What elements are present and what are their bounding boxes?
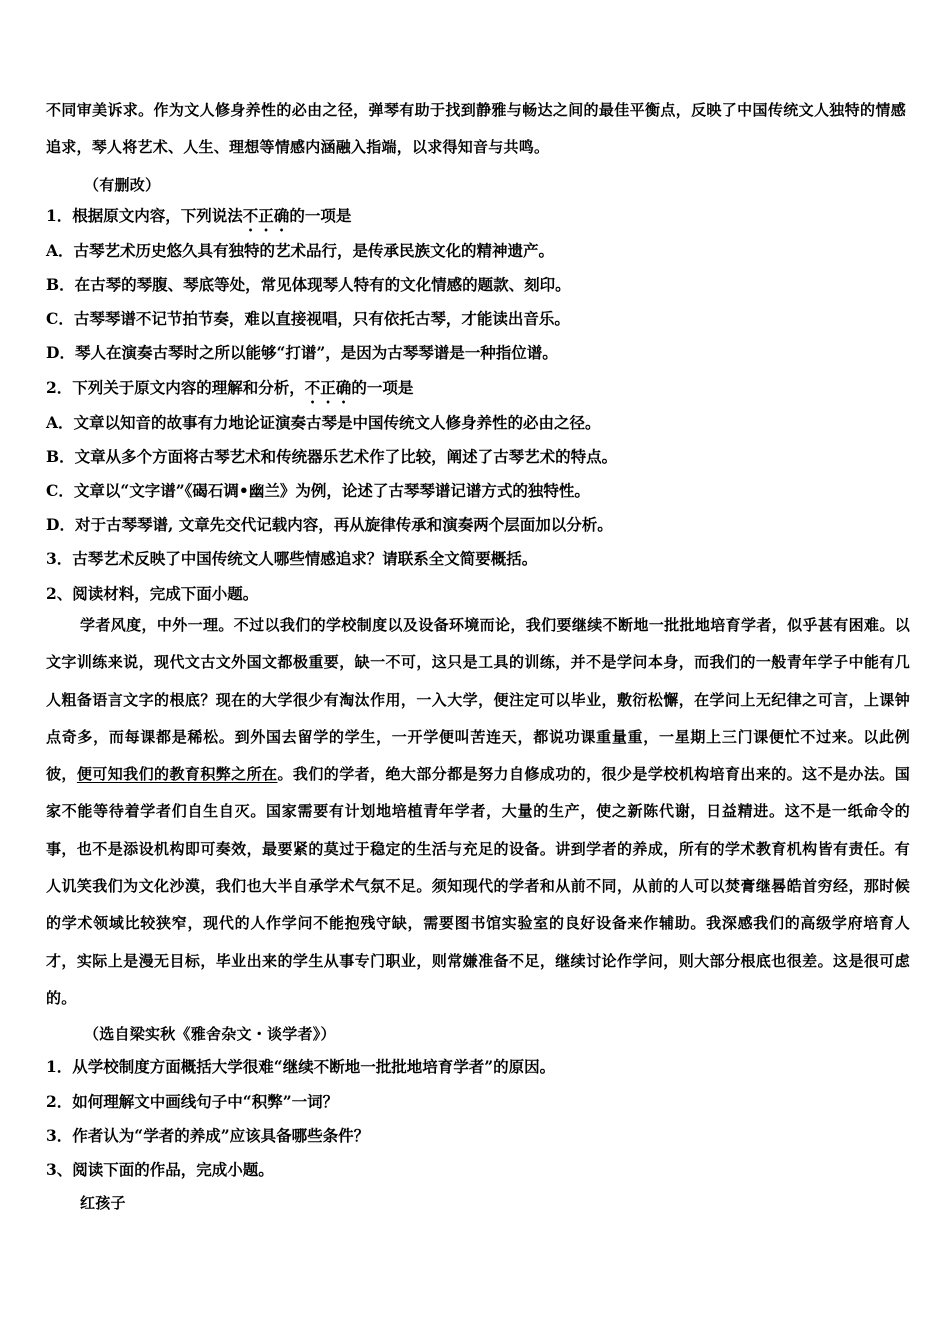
section2-passage [46, 607, 910, 1017]
q2-stem-before: 2．下列关于原文内容的理解和分析， [46, 378, 305, 397]
q1-option-d: D．琴人在演奏古琴时之所以能够“打谱”，是因为古琴琴谱是一种指位谱。 [46, 343, 558, 362]
section2-passage-before: 学者风度，中外一理。不过以我们的学校制度以及设备环境而论，我们要继续不断地一批批地培育学者，似乎甚有困难。以文字训练来说，现代文古文外国文都极重要，缺一不可，这只是工具的训练，并不是学问本身，而我们的一般青年学子中能有几人粗备语言文字的根底？现在的大学很少有淘汰作用，一入大学，便注定可以毕业，敷衍松懈，在学问上无纪律之可言，上课钟点奇多，而每课都是稀松。到外国去留学的学生，一开学便叫苦连天，都说功课重量重，一星期上三门课便忙不过来。以此例彼， [46, 616, 910, 784]
q2-option-b: B．文章从多个方面将古琴艺术和传统器乐艺术作了比较，阐述了古琴艺术的特点。 [46, 447, 618, 466]
q1-option-c: C．古琴琴谱不记节拍节奏，难以直接视唱，只有依托古琴，才能读出音乐。 [46, 309, 570, 328]
q2-option-d: D．对于古琴琴谱, 文章先交代记载内容，再从旋律传承和演奏两个层面加以分析。 [46, 515, 613, 534]
q1-stem-before: 1．根据原文内容，下列说法 [46, 206, 243, 225]
passage1-note: （有删改） [84, 176, 161, 194]
section3-heading: 3、阅读下面的作品，完成小题。 [46, 1160, 274, 1179]
passage1-tail: 不同审美诉求。作为文人修身养性的必由之径，弹琴有助于找到静雅与畅达之间的最佳平衡点，反映了中国传统文人独特的情感追求，琴人将艺术、人生、理想等情感内涵融入指端，以求得知音与共鸣。 [46, 101, 906, 156]
q2-stem-emphasis: 不正确 [304, 378, 352, 397]
section2-passage-after: 。我们的学者，绝大部分都是努力自修成功的，很少是学校机构培育出来的。这不是办法。国家不能等待着学者们自生自灭。国家需要有计划地培植青年学者，大量的生产，使之新陈代谢，日益精进。这不是一纸命令的事，也不是添设机构即可奏效，最要紧的莫过于稳定的生活与充足的设备。讲到学者的养成，所有的学术教育机构皆有责任。有人讥笑我们为文化沙漠，我们也大半自承学术气氛不足。须知现代的学者和从前不同，从前的人可以焚膏继晷皓首穷经，那时候的学术领域比较狭窄，现代的人作学问不能抱残守缺，需要图书馆实验室的良好设备来作辅助。我深感我们的高级学府培育人才，实际上是漫无目标，毕业出来的学生从事专门职业，则常嫌准备不足，继续讨论作学问，则大部分根底也很差。这是很可虑的。 [46, 765, 910, 1007]
q3-question: 3．古琴艺术反映了中国传统文人哪些情感追求？请联系全文简要概括。 [46, 549, 538, 568]
q1-stem [46, 203, 351, 235]
q2-stem [46, 375, 413, 407]
section2-question-1: 1．从学校制度方面概括大学很难“继续不断地一批批地培育学者”的原因。 [46, 1057, 556, 1076]
section2-question-3: 3．作者认为“学者的养成”应该具备哪些条件？ [46, 1126, 370, 1145]
section3-title: 红孩子 [80, 1194, 126, 1212]
q1-stem-after: 的一项是 [289, 206, 352, 225]
section2-question-2: 2．如何理解文中画线句子中“积弊”一词？ [46, 1092, 339, 1111]
q2-stem-after: 的一项是 [351, 378, 414, 397]
section2-heading: 2、阅读材料，完成下面小题。 [46, 584, 259, 603]
q2-option-c: C．文章以“文字谱”《碣石调•幽兰》为例，论述了古琴琴谱记谱方式的独特性。 [46, 481, 590, 500]
q1-option-a: A．古琴艺术历史悠久具有独特的艺术品行，是传承民族文化的精神遗产。 [46, 241, 555, 260]
q1-stem-emphasis: 不正确 [242, 206, 290, 225]
underlined-sentence: 便可知我们的教育积弊之所在 [76, 765, 278, 784]
q1-option-b: B．在古琴的琴腹、琴底等处，常见体现琴人特有的文化情感的题款、刻印。 [46, 275, 571, 294]
q2-option-a: A．文章以知音的故事有力地论证演奏古琴是中国传统文人修身养性的必由之径。 [46, 413, 601, 432]
section2-source: （选自梁实秋《雅舍杂文・谈学者》） [84, 1025, 336, 1043]
